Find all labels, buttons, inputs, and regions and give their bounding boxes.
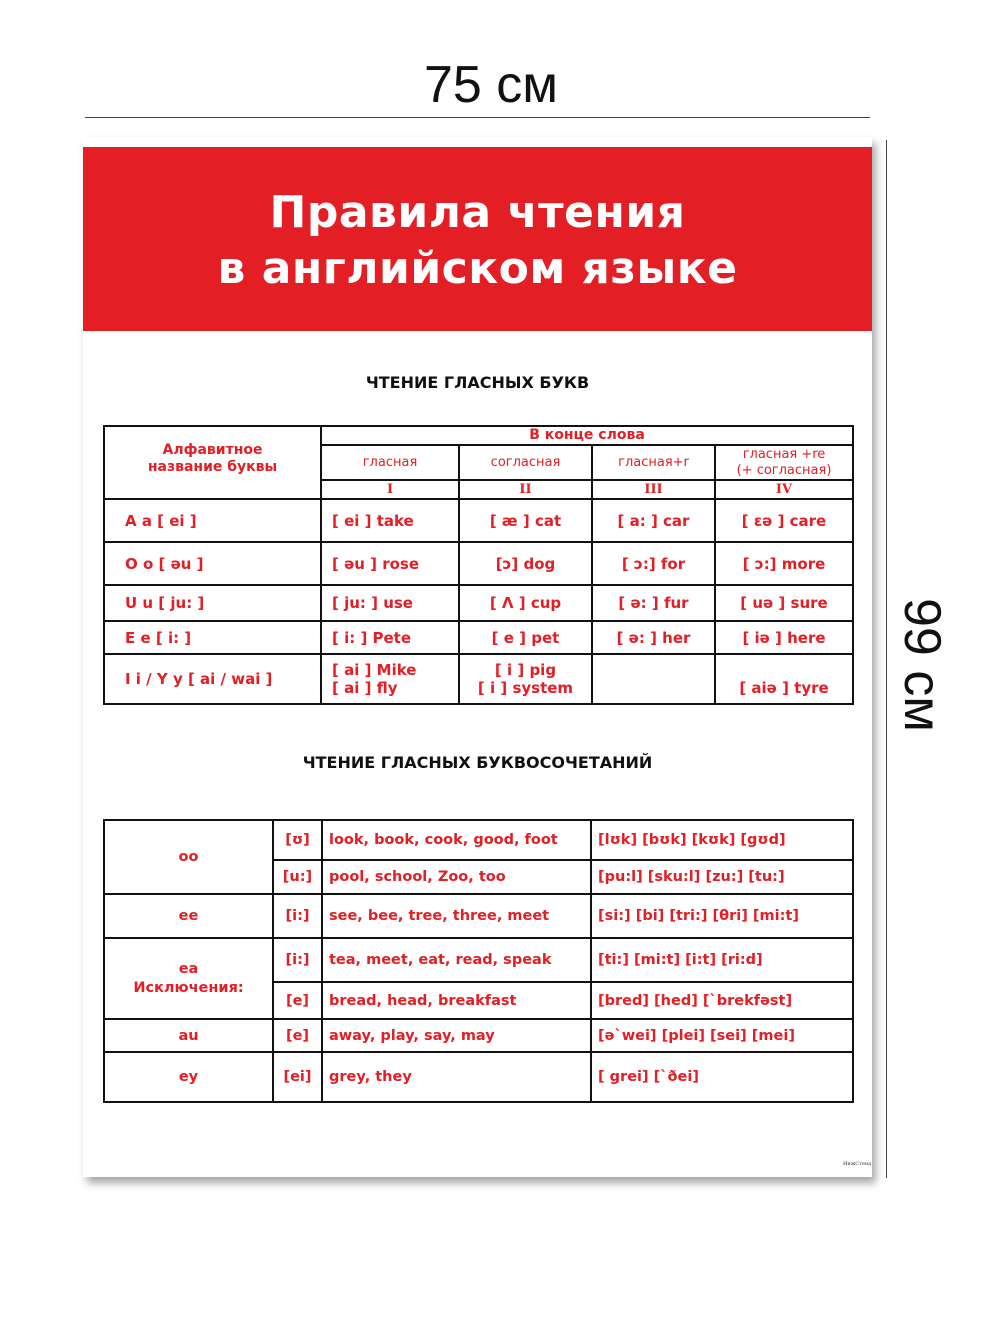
roman-numeral: II — [459, 480, 592, 499]
sound-cell: [e] — [273, 1019, 322, 1052]
table-row — [104, 894, 853, 938]
table-row — [104, 654, 853, 704]
sound-cell: [e] — [273, 982, 322, 1019]
words-cell: grey, they — [322, 1052, 591, 1102]
table-cell: [ ə: ] fur — [592, 585, 715, 621]
transcription-cell: [ə`wei] [plei] [sei] [mei] — [591, 1019, 853, 1052]
table-cell: [ i ] pig [ i ] system — [459, 654, 592, 704]
table-cell: [ uə ] sure — [715, 585, 853, 621]
transcription-cell: [si:] [bi] [tri:] [θri] [mi:t] — [591, 894, 853, 938]
transcription-cell: [pu:l] [sku:l] [zu:] [tu:] — [591, 860, 853, 894]
combos-section-title: ЧТЕНИЕ ГЛАСНЫХ БУКВОСОЧЕТАНИЙ — [302, 753, 653, 772]
letter-cell: A a [ ei ] — [104, 499, 321, 542]
table-cell: [ æ ] cat — [459, 499, 592, 542]
table-cell: [ ə: ] her — [592, 621, 715, 654]
words-cell: see, bee, tree, three, meet — [322, 894, 591, 938]
table-row — [104, 1052, 853, 1102]
title-line-1: Правила чтения — [269, 187, 686, 238]
height-dimension-text: 99 см — [893, 597, 951, 733]
letter-cell: O o [ əu ] — [104, 542, 321, 585]
table-row — [104, 1019, 853, 1052]
transcription-cell: [ grei] [`ðei] — [591, 1052, 853, 1102]
table-cell: [ a: ] car — [592, 499, 715, 542]
roman-numeral: I — [321, 480, 459, 499]
table-cell: [ ai ] Mike [ ai ] fly — [321, 654, 459, 704]
table-cell: [ ei ] take — [321, 499, 459, 542]
table-cell: [ ɛə ] care — [715, 499, 853, 542]
table-cell — [592, 654, 715, 704]
letters-cell: au — [104, 1019, 273, 1052]
letters-cell: ee — [104, 894, 273, 938]
letters-cell: ey — [104, 1052, 273, 1102]
sound-cell: [i:] — [273, 938, 322, 982]
combos-table — [103, 819, 854, 1103]
transcription-cell: [lʊk] [bʊk] [kʊk] [gʊd] — [591, 820, 853, 860]
table-row — [104, 820, 853, 860]
table-cell: [ ɔ:] for — [592, 542, 715, 585]
words-cell: look, book, cook, good, foot — [322, 820, 591, 860]
width-dimension-line — [85, 117, 870, 118]
table-cell: [ iə ] here — [715, 621, 853, 654]
table-cell: [ ɔ:] more — [715, 542, 853, 585]
col-label-vowel-r: гласная+r — [592, 445, 715, 480]
table-cell: [ e ] pet — [459, 621, 592, 654]
letter-cell: U u [ ju: ] — [104, 585, 321, 621]
col-label-vowel: гласная — [321, 445, 459, 480]
table-cell: [ aiə ] tyre — [715, 654, 853, 704]
table-row — [104, 938, 853, 982]
height-dimension-label — [870, 590, 974, 740]
sound-cell: [ei] — [273, 1052, 322, 1102]
vowels-section-title: ЧТЕНИЕ ГЛАСНЫХ БУКВ — [365, 373, 590, 392]
words-cell: tea, meet, eat, read, speak — [322, 938, 591, 982]
letters-cell: oo — [104, 820, 273, 894]
title-banner — [83, 147, 872, 331]
sound-cell: [ʊ] — [273, 820, 322, 860]
table-cell: [ i: ] Pete — [321, 621, 459, 654]
words-cell: pool, school, Zoo, too — [322, 860, 591, 894]
table-row — [104, 499, 853, 542]
vowels-table — [103, 425, 854, 705]
alphabet-name-header: Алфавитное название буквы — [104, 426, 321, 499]
words-cell: away, play, say, may — [322, 1019, 591, 1052]
publisher-mark: ИнжСтенд — [843, 1161, 872, 1167]
roman-numeral: IV — [715, 480, 853, 499]
words-cell: bread, head, breakfast — [322, 982, 591, 1019]
table-cell: [ Λ ] cup — [459, 585, 592, 621]
sound-cell: [i:] — [273, 894, 322, 938]
table-row — [104, 621, 853, 654]
table-cell: [ ju: ] use — [321, 585, 459, 621]
letter-cell: I i / Y y [ ai / wai ] — [104, 654, 321, 704]
table-row — [104, 542, 853, 585]
roman-numeral: III — [592, 480, 715, 499]
poster — [83, 137, 872, 1177]
transcription-cell: [ti:] [mi:t] [i:t] [ri:d] — [591, 938, 853, 982]
end-of-word-header: В конце слова — [321, 426, 853, 445]
col-label-vowel-re: гласная +re (+ согласная) — [715, 445, 853, 480]
letter-cell: E e [ i: ] — [104, 621, 321, 654]
table-cell: [ɔ] dog — [459, 542, 592, 585]
table-row — [104, 585, 853, 621]
transcription-cell: [bred] [hed] [`brekfəst] — [591, 982, 853, 1019]
table-cell: [ əu ] rose — [321, 542, 459, 585]
sound-cell: [u:] — [273, 860, 322, 894]
width-dimension-label: 75 см — [423, 56, 559, 114]
letters-cell: ea Исключения: — [104, 938, 273, 1019]
col-label-consonant: согласная — [459, 445, 592, 480]
title-line-2: в английском языке — [217, 243, 738, 294]
